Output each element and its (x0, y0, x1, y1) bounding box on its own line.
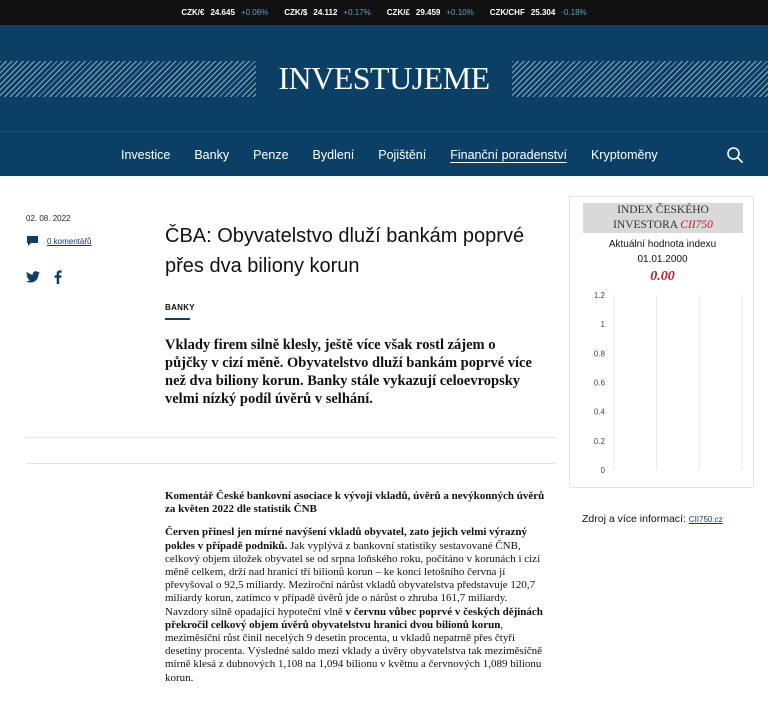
ticker-value: 25.304 (530, 8, 556, 17)
facebook-icon[interactable] (54, 270, 62, 284)
chart-ytick-label: 0 (600, 466, 605, 475)
comment-icon (26, 235, 39, 247)
ticker-change: -0.18% (561, 8, 587, 17)
chart-ytick-label: 1.2 (593, 291, 605, 300)
main-nav (0, 131, 768, 176)
ticker-item-chf (490, 8, 587, 17)
comments-link-wrap (26, 235, 91, 247)
nav-item-bydleni[interactable]: Bydlení (312, 147, 355, 162)
ticker-pair: CZK/€ (181, 8, 205, 17)
nav-item-financni-poradenstvi[interactable]: Finanční poradenství (450, 147, 567, 162)
article-paragraph: Červen přinesl jen mírné navýšení vkladů obyvatel, zato jejich velmi výrazný pokles v případě podniků. Jak vyplývá z bankovní statistiky sestavované ČNB, celkový objem úložek obyvatel se od srpna loňského roku, počítáno v korunách i cizí měně celkem, drží nad hranicí tří bilionů korun – ke konci letošního června jí převyšoval o 92,5 miliardy. Meziroční nárůst vkladů obyvatelstva představuje 120,7 miliardy korun, zatímco v případě úvěrů jde o nárůst o zhruba 161,7 miliardy. Navzdory silně opadající hypoteční vlně v červnu vůbec poprvé v českých dějinách překročil celkový objem úvěrů obyvatelstvu hranici dvou bilionů korun, meziměsíční růst činil necelých 9 desetin procenta, u vkladů nepatrně přes čtyři desetiny procenta. Výsledné saldo mezi vklady a úvěry obyvatelstva tak meziměsíčně mírně klesá z dubnových 1,108 na 1,094 bilionu v květnu a červnových 1,089 bilionu korun. (165, 526, 543, 684)
ticker-pair: CZK/CHF (489, 8, 525, 17)
widget-value: 0.00 (650, 269, 675, 284)
chart-ytick-label: 0.2 (593, 436, 605, 446)
article-category[interactable]: BANKY (165, 303, 195, 312)
index-widget (569, 196, 754, 488)
article-intro: Komentář České bankovní asociace k vývoji vkladů, úvěrů a nevýkonných úvěrů za květen 2022 dle statistik ČNB (165, 490, 545, 516)
widget-title: INDEX ČESKÉHO INVESTORA CII750 (583, 203, 743, 233)
chart-ytick-label: 0.4 (593, 407, 605, 417)
article-lead: Vklady firem silně klesly, ještě více však rostl zájem o půjčky v cizí měně. Obyvatelstvo dluží bankám poprvé více než dva biliony korun. Banky stále vykazují celoevropsky velmi nízký podíl úvěrů v selhání. (165, 337, 532, 407)
chart-ytick-label: 0.6 (593, 378, 605, 388)
comments-link[interactable]: 0 komentářů (47, 236, 92, 246)
chart-ytick-label: 0.8 (593, 349, 605, 359)
ticker-pair: CZK/£ (386, 8, 410, 17)
article-date: 02. 08. 2022 (26, 214, 71, 223)
index-chart (570, 287, 755, 482)
chart-ytick-label: 1 (600, 320, 605, 330)
search-button[interactable] (726, 146, 744, 164)
nav-item-pojisteni[interactable]: Pojištění (378, 147, 427, 162)
ticker-value: 29.459 (415, 8, 441, 17)
widget-date: 01.01.2000 (637, 254, 688, 265)
ticker-pair: CZK/$ (284, 8, 308, 17)
divider (26, 463, 556, 464)
ticker-item-gbp (387, 8, 474, 17)
article-body (165, 490, 550, 695)
twitter-icon[interactable] (26, 271, 40, 283)
divider (26, 437, 556, 438)
nav-item-penze[interactable]: Penze (253, 147, 289, 162)
ticker-change: +0.06% (240, 8, 269, 17)
nav-item-kryptomeny[interactable]: Kryptoměny (590, 147, 658, 162)
article-title: ČBA: Obyvatelstvo dluží bankám poprvé přes dva biliony korun (165, 225, 525, 277)
ticker-value: 24.645 (210, 8, 235, 17)
share-buttons (26, 270, 62, 284)
search-icon (726, 146, 744, 164)
nav-item-banky[interactable]: Banky (194, 147, 230, 162)
currency-ticker (0, 0, 768, 25)
source-link[interactable]: CII750.cz (688, 515, 723, 524)
nav-items (121, 132, 682, 177)
ticker-item-usd (284, 8, 371, 17)
ticker-value: 24.112 (313, 8, 338, 17)
ticker-change: +0.17% (343, 8, 371, 17)
site-logo[interactable]: INVESTUJEME (278, 60, 490, 96)
category-underline (165, 318, 190, 320)
site-header (0, 25, 768, 131)
ticker-change: +0.10% (446, 8, 474, 17)
source-line: Zdroj a více informací: CII750.cz (582, 513, 723, 525)
nav-item-investice[interactable]: Investice (121, 147, 171, 162)
widget-label: Aktuální hodnota indexu (608, 239, 717, 250)
ticker-item-eur (181, 8, 268, 17)
